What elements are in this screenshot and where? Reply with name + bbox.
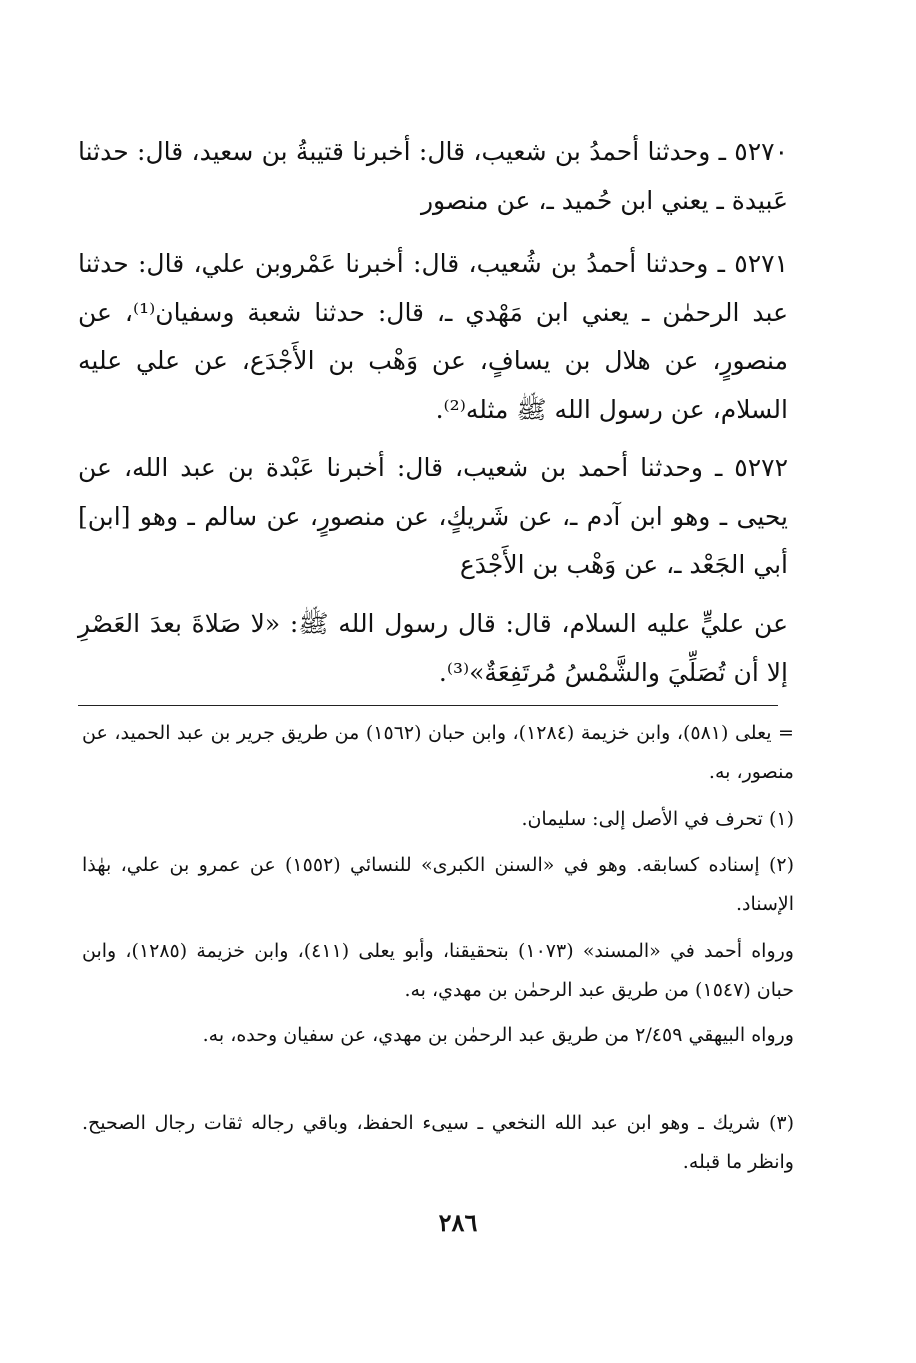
hadith-5272: ٥٢٧٢ ـ وحدثنا أحمد بن شعيب، قال: أخبرنا عَبْدة بن عبد الله، عن يحيى ـ وهو ابن آدم ـ، عن شَريكٍ، عن منصورٍ، عن سالم ـ وهو [ابن] أبي الجَعْد ـ، عن وَهْب بن الأَجْدَع [78,453,788,579]
footnote-2-paragraph-2: ورواه أحمد في «المسند» (١٠٧٣) بتحقيقنا، وأبو يعلى (٤١١)، وابن خزيمة (١٢٨٥)، وابن حبان (١٥٤٧) من طريق عبد الرحمٰن بن مهدي، به. [82,940,794,1001]
hadith-5271: ٥٢٧١ ـ وحدثنا أحمدُ بن شُعيب، قال: أخبرنا عَمْروبن علي، قال: حدثنا عبد الرحمٰن ـ يعني ابن مَهْدي ـ، قال: حدثنا شعبة وسفيان⁽¹⁾، عن منصورٍ، عن هلال بن يسافٍ، عن وَهْب بن الأَجْدَع، عن علي عليه السلام، عن رسول الله ﷺ مثله⁽²⁾. [78,249,788,424]
footnote-3: (٣) شريك ـ وهو ابن عبد الله النخعي ـ سيىء الحفظ، وباقي رجاله ثقات رجال الصحيح. وانظر ما قبله. [82,1112,794,1173]
footnote-continuation: = يعلى (٥٨١)، وابن خزيمة (١٢٨٤)، وابن حبان (١٥٦٢) من طريق جرير بن عبد الحميد، عن منصور، به. [82,722,794,783]
hadith-5270: ٥٢٧٠ ـ وحدثنا أحمدُ بن شعيب، قال: أخبرنا قتيبةُ بن سعيد، قال: حدثنا عَبيدة ـ يعني ابن حُميد ـ، عن منصور [78,137,788,215]
footnote-1: (١) تحرف في الأصل إلى: سليمان. [521,808,794,830]
footnote-2: (٢) إسناده كسابقه. وهو في «السنن الكبرى» للنسائي (١٥٥٢) عن عمرو بن علي، بهٰذا الإسناد. [82,854,794,915]
hadith-5272-continuation: عن عليٍّ عليه السلام، قال: قال رسول الله ﷺ: «لا صَلاةَ بعدَ العَصْرِ إلا أن تُصَلِّيَ والشَّمْسُ مُرتَفِعَةٌ»⁽³⁾. [78,609,788,687]
footnote-2-paragraph-3: ورواه البيهقي ٢/٤٥٩ من طريق عبد الرحمٰن بن مهدي، عن سفيان وحده، به. [202,1024,794,1046]
footnote-separator [78,705,778,706]
page-number: ٢٨٦ [438,1208,478,1237]
